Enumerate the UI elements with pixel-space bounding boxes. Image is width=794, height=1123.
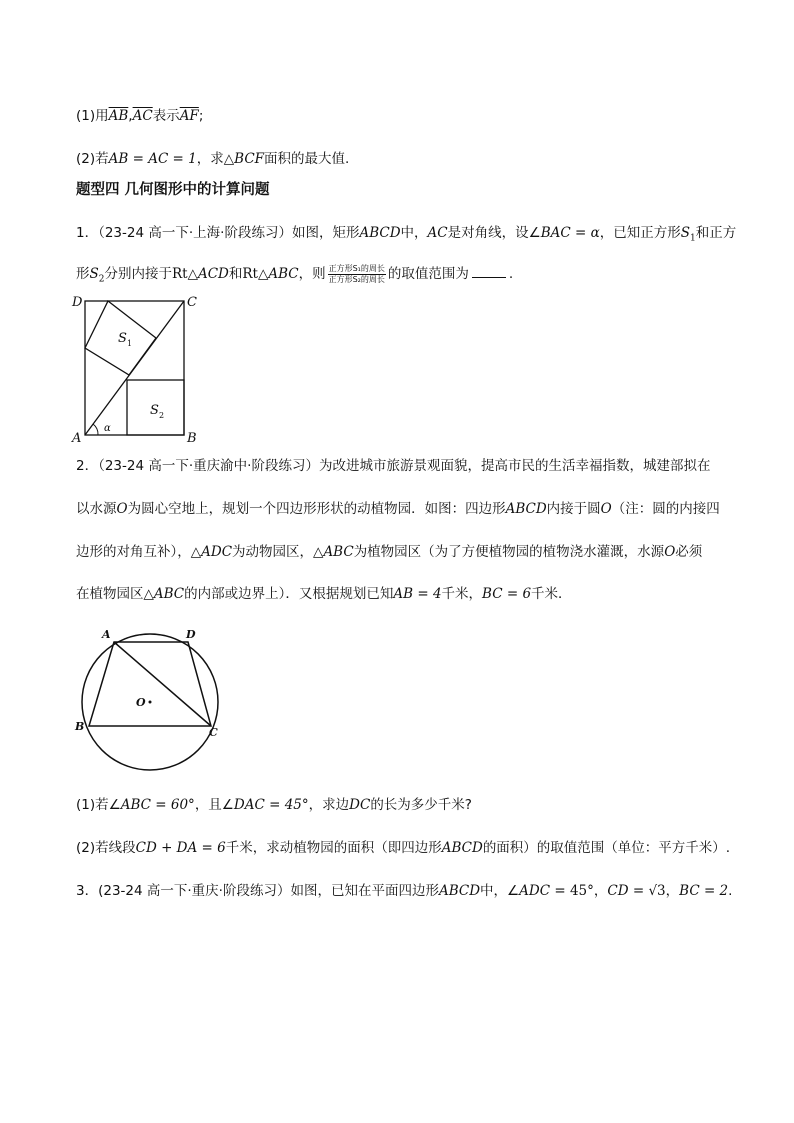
problem-2-line-3: 边形的对角互补），△ADC为动物园区，△ABC为植物园区（为了方便植物园的植物浇水灌溉，水源O必须	[76, 544, 703, 560]
prev-question-1: (1)用$\overline{AB},\overline{AC}$表示$\overline{AF}$;	[76, 108, 204, 124]
vector-ab: $\overline{AB}$	[108, 108, 129, 124]
problem-1-line-1: 1．（23-24 高一下·上海·阶段练习）如图，矩形ABCD中，AC是对角线，设∠BAC = α，已知正方形$S_1$和正方	[76, 225, 737, 244]
label-s2: S	[150, 403, 159, 418]
answer-blank[interactable]	[472, 263, 506, 278]
problem-2-line-1: 2．（23-24 高一下·重庆渝中·阶段练习）为改进城市旅游景观面貌，提高市民的生活幸福指数，城建部拟在	[76, 458, 711, 474]
prev-question-2: (2)若AB = AC = 1，求△BCF面积的最大值.	[76, 151, 350, 167]
label-a: A	[102, 628, 111, 641]
label-d: D	[72, 295, 83, 310]
label-s1: S	[118, 331, 127, 346]
label-s1-sub: 1	[127, 339, 133, 348]
label-b: B	[187, 431, 197, 446]
label-o: O	[136, 696, 146, 709]
problem-1-line-2: 形$S_2$分别内接于Rt△ACD和Rt△ABC，则 $\frac{\text{正方形S₁的周长}}{\text{正方形S₂的周长}}$ 的取值范围为 .	[76, 263, 514, 285]
label-c: C	[209, 726, 218, 739]
problem-2-line-2: 以水源O为圆心空地上，规划一个四边形形状的动植物园．如图：四边形ABCD内接于圆O（注：圆的内接四	[76, 501, 720, 517]
vector-ac: $\overline{AC}$	[132, 108, 153, 124]
vector-af: $\overline{AF}$	[179, 108, 199, 124]
diagonal-ac	[114, 642, 211, 726]
label-d: D	[186, 628, 196, 641]
label-alpha: α	[104, 423, 111, 434]
angle-alpha-arc	[93, 424, 98, 435]
label-a: A	[72, 431, 82, 446]
problem-2-line-4: 在植物园区△ABC的内部或边界上）．又根据规划已知AB = 4千米，BC = 6千米．	[76, 586, 572, 602]
problem-2-question-2: (2)若线段CD + DA = 6千米，求动植物园的面积（即四边形ABCD的面积）的取值范围（单位：平方千米）.	[76, 840, 731, 856]
label-b: B	[75, 720, 85, 733]
label-c: C	[187, 295, 197, 310]
rectangle-figure	[70, 292, 200, 444]
problem-2-question-1: (1)若∠ABC = 60°，且∠DAC = 45°，求边DC的长为多少千米?	[76, 797, 472, 813]
section-heading: 题型四 几何图形中的计算问题	[76, 182, 270, 198]
perimeter-ratio-fraction: $\frac{\text{正方形S₁的周长}}{\text{正方形S₂的周长}}$	[328, 263, 385, 284]
problem-3-line-1: 3．(23-24 高一下·重庆·阶段练习）如图，已知在平面四边形ABCD中，∠ADC = 45°，CD = √3，BC = 2.	[76, 883, 733, 899]
circle-figure	[70, 622, 230, 772]
center-o-dot	[149, 701, 152, 704]
label-s2-sub: 2	[159, 411, 165, 420]
quadrilateral-abcd	[89, 642, 211, 726]
